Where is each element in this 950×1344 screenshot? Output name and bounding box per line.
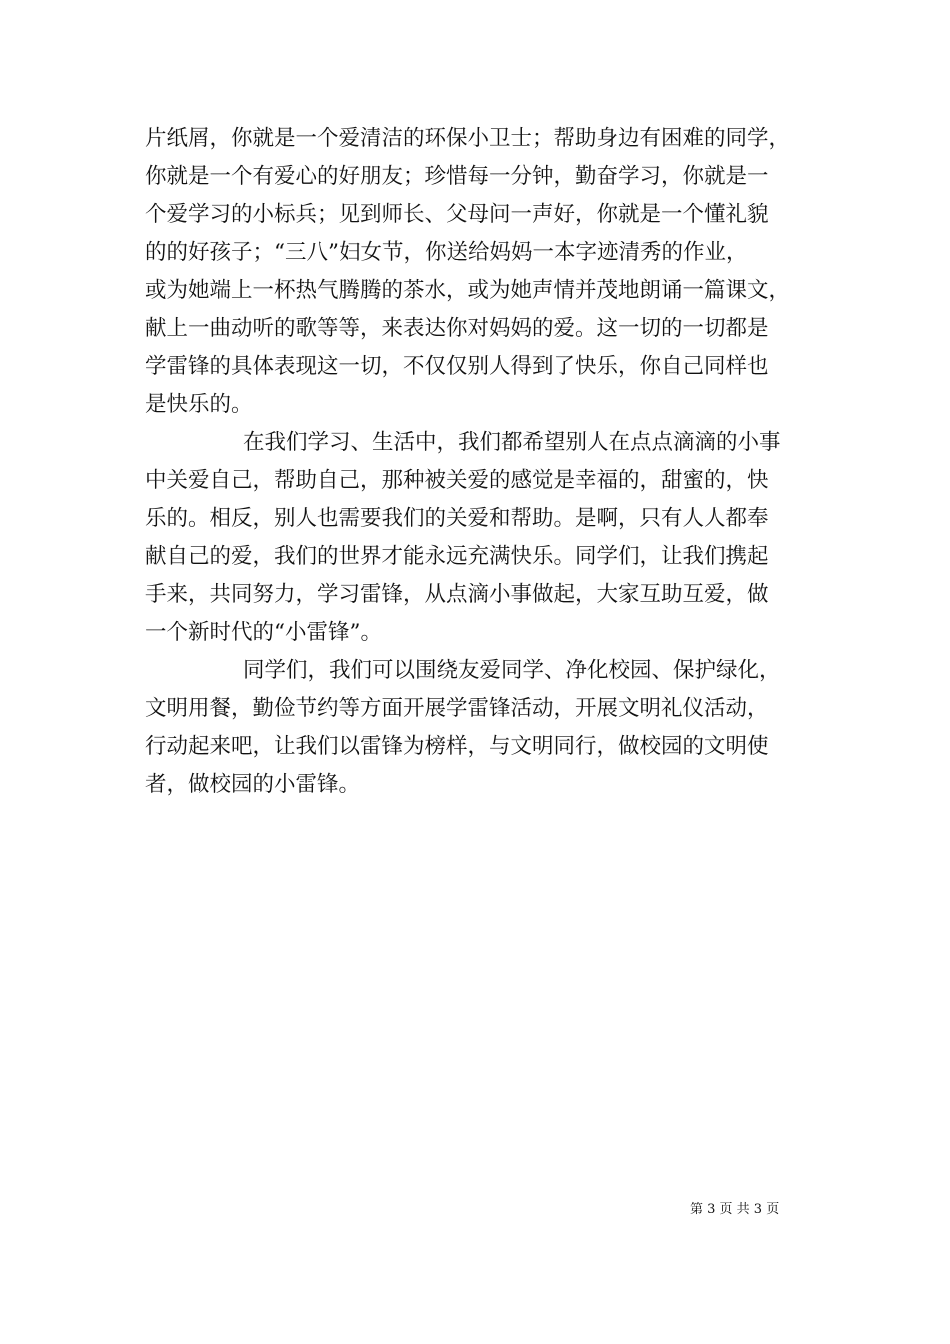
text-line: 乐的。相反，别人也需要我们的关爱和帮助。是啊，只有人人都奉	[145, 506, 769, 531]
text-line: 一个新时代的“小雷锋”。	[145, 620, 382, 645]
text-line: 的的好孩子；“三八”妇女节，你送给妈妈一本字迹清秀的作业，	[145, 240, 748, 265]
text-line: 学雷锋的具体表现这一切，不仅仅别人得到了快乐，你自己同样也	[145, 354, 769, 379]
paragraph-first-line: 同学们，我们可以围绕友爱同学、净化校园、保护绿化，	[243, 658, 781, 683]
text-line: 是快乐的。	[145, 392, 253, 417]
text-line: 手来，共同努力，学习雷锋，从点滴小事做起，大家互助互爱，做	[145, 582, 769, 607]
text-line: 片纸屑，你就是一个爱清洁的环保小卫士；帮助身边有困难的同学，	[145, 126, 791, 151]
text-line: 个爱学习的小标兵；见到师长、父母问一声好，你就是一个懂礼貌	[145, 202, 769, 227]
text-line: 文明用餐，勤俭节约等方面开展学雷锋活动，开展文明礼仪活动，	[145, 696, 769, 721]
text-line: 你就是一个有爱心的好朋友；珍惜每一分钟，勤奋学习，你就是一	[145, 164, 769, 189]
text-line: 献自己的爱，我们的世界才能永远充满快乐。同学们，让我们携起	[145, 544, 769, 569]
text-line: 行动起来吧，让我们以雷锋为榜样，与文明同行，做校园的文明使	[145, 734, 769, 759]
text-line: 或为她端上一杯热气腾腾的茶水，或为她声情并茂地朗诵一篇课文，	[145, 278, 791, 303]
paragraph-first-line: 在我们学习、生活中，我们都希望别人在点点滴滴的小事	[243, 430, 781, 455]
text-line: 中关爱自己，帮助自己，那种被关爱的感觉是幸福的，甜蜜的，快	[145, 468, 769, 493]
text-line: 者，做校园的小雷锋。	[145, 772, 361, 797]
text-line: 献上一曲动听的歌等等，来表达你对妈妈的爱。这一切的一切都是	[145, 316, 769, 341]
page-number: 第 3 页 共 3 页	[690, 1202, 780, 1217]
